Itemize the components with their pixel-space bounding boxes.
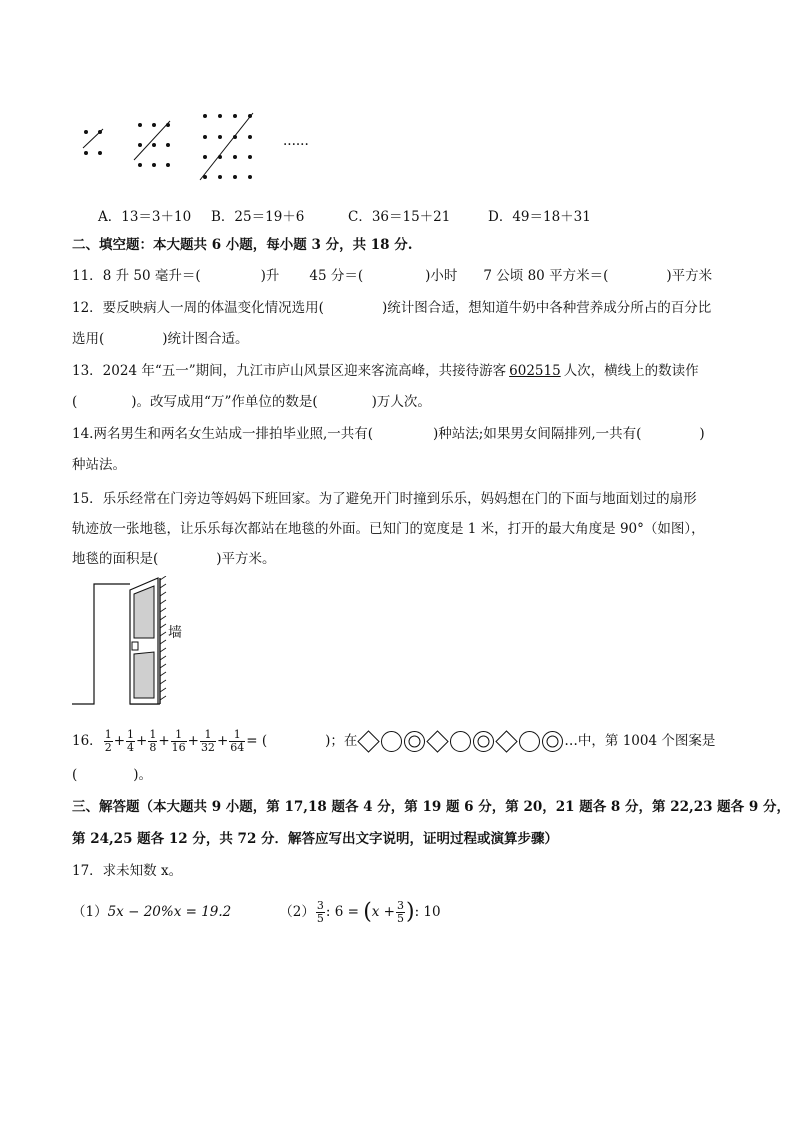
q17-part2-fraction: $\frac{3}{5}$ [316,899,324,925]
q13-text-b: 人次，横线上的数读作 [563,363,699,379]
door-lower-pane [134,652,154,698]
q14-text-b: )种站法;如果男女间隔排列,一共有( [433,426,642,442]
q13-paren-open: ( [72,394,78,410]
q16-paren-close: )。 [133,767,153,783]
circle-icon [449,730,472,753]
q17-part1-equation: 5x − 20%x = 19.2 [107,904,232,920]
q17-part2-paren-open: ( [363,899,372,925]
section3-heading-line2: 第 24,25 题各 12 分，共 72 分．解答应写出文字说明，证明过程或演算步骤） [72,831,559,847]
double-circle-icon [472,730,495,753]
question-11 [72,266,712,286]
q16-fraction-2: $\frac{1}{4}$ [127,728,134,754]
q16-plus: + [187,733,199,749]
door-wall-diagram [70,576,200,708]
q10-option-d: D．49＝18＋31 [488,209,591,225]
q17-part2-label: （2） [279,904,315,920]
q17-part2-x: x + [371,904,395,920]
q16-fraction-5: $\frac{1}{32}$ [200,728,215,754]
q10-option-b: B．25＝19＋6 [211,209,305,225]
q15-text-b: )平方米。 [216,551,276,567]
q16-mid-text: )；在 [325,733,358,749]
wall-label: 墙 [168,625,182,641]
question-13-line2 [72,392,431,412]
q10-option-c: C．36＝15＋21 [348,209,451,225]
q17-part2-ratio: : 6 = [325,904,364,920]
circle-icon [518,730,541,753]
q16-tail-text: …中，第 1004 个图案是 [564,733,716,749]
q16-plus: + [136,733,148,749]
q12-text-c: 选用( [72,331,105,347]
double-circle-icon [541,730,564,753]
q16-fraction-1: $\frac{1}{2}$ [104,728,112,754]
door-handle [132,642,138,650]
wall-hatching [160,576,166,700]
q13-text-d: )万人次。 [371,394,431,410]
question-15-line3 [72,549,276,569]
question-16-line2 [72,765,152,785]
door-frame [72,584,130,704]
double-circle-icon [403,730,426,753]
question-12-line2 [72,329,249,349]
door-upper-pane [134,586,154,638]
q12-text-b: )统计图合适，想知道牛奶中各种营养成分所占的百分比 [381,300,712,316]
diagonal-4x4 [200,113,253,180]
question-17-title: 17．求未知数 x。 [72,863,183,879]
q10-option-a: A．13＝3＋10 [98,209,192,225]
q16-num: 16． [72,733,103,749]
diamond-icon [495,730,518,753]
section3-heading-line1: 三、解答题（本大题共 9 小题，第 17,18 题各 4 分，第 19 题 6 分，第 20，21 题各 8 分，第 22,23 题各 9 分， [72,799,790,815]
dot-figure-ellipsis: ...... [283,133,309,149]
diamond-icon [357,730,380,753]
question-12-line1 [72,298,711,318]
q14-text-a: 14.两名男生和两名女生站成一排拍毕业照,一共有( [72,426,374,442]
q16-fraction-6: $\frac{1}{64}$ [230,728,245,754]
q17-part2-paren-close: ) [406,899,415,925]
q17-part2-fraction2: $\frac{3}{5}$ [397,899,404,925]
q13-text-a: 13．2024 年“五一”期间，九江市庐山风景区迎来客流高峰，共接待游客 [72,363,507,379]
question-15-line2: 轨迹放一张地毯，让乐乐每次都站在地毯的外面。已知门的宽度是 1 米，打开的最大角度是 90°（如图）， [72,521,705,537]
q11-part-b-end: )小时 [425,268,458,284]
q11-part-b: 45 分＝( [309,268,364,284]
dots-2x2 [84,130,102,155]
q14-text-c: ) [699,426,705,442]
q13-underlined-number: 602515 [509,363,561,379]
dots-3x3 [138,123,170,167]
q16-plus: + [216,733,229,749]
section2-heading: 二、填空题：本大题共 6 小题，每小题 3 分，共 18 分. [72,237,413,253]
q11-part-c-end: )平方米 [666,268,713,284]
diamond-icon [426,730,449,753]
q12-text-a: 12．要反映病人一周的体温变化情况选用( [72,300,324,316]
q12-text-d: )统计图合适。 [162,331,249,347]
q16-fraction-4: $\frac{1}{16}$ [171,728,186,754]
q11-part-c: 7 公顷 80 平方米＝( [483,268,609,284]
question-14-line1 [72,424,705,444]
q16-fraction-3: $\frac{1}{8}$ [149,728,157,754]
q11-part-a: 8 升 50 毫升＝( [102,268,201,284]
question-14-line2: 种站法。 [72,457,126,473]
q11-part-a-end: )升 [260,268,280,284]
q16-paren-open: ( [72,767,78,783]
q17-part1-label: （1） [72,904,108,920]
q11-num: 11． [72,268,103,284]
question-17-parts [72,898,441,927]
q16-equals: = ( [246,733,268,749]
question-13-line1 [72,361,699,381]
q16-plus: + [158,733,170,749]
q15-text-a: 地毯的面积是( [72,551,159,567]
dot-pattern-figure [70,105,270,185]
q16-shape-pattern [357,733,564,749]
circle-icon [380,730,403,753]
question-16-line1 [72,728,715,754]
q17-part2-end: : 10 [414,904,441,920]
question-15-line1: 15．乐乐经常在门旁边等妈妈下班回家。为了避免开门时撞到乐乐，妈妈想在门的下面与地面划过的扇形 [72,491,697,507]
q13-text-c: )。改写成用“万”作单位的数是( [131,394,318,410]
q16-plus: + [113,733,125,749]
